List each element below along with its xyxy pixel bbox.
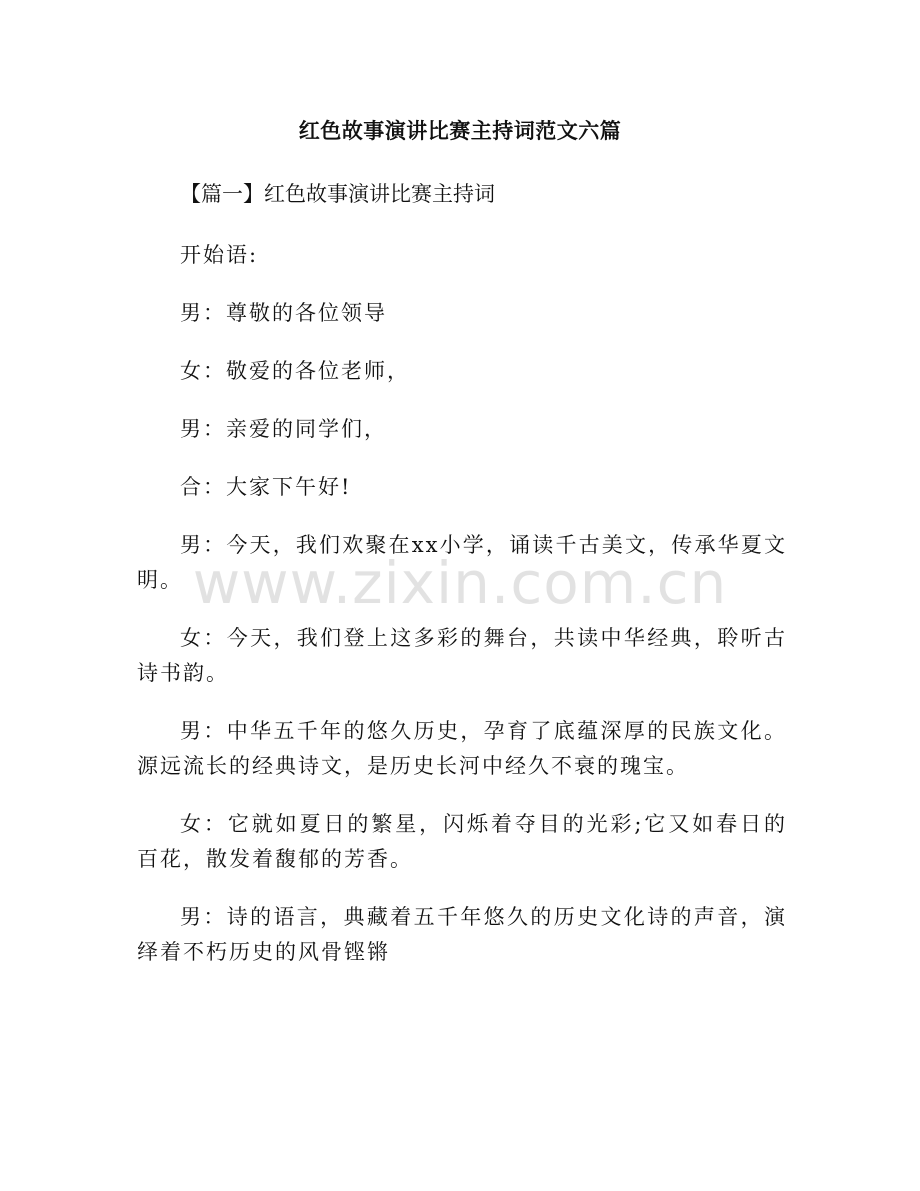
section-heading: 【篇一】红色故事演讲比赛主持词 — [180, 182, 495, 206]
document-title: 红色故事演讲比赛主持词范文六篇 — [298, 119, 622, 143]
watermark: www.zixin.com.cn — [192, 549, 728, 617]
paragraph-line: 男：亲爱的同学们， — [180, 417, 387, 441]
paragraph-line: 女：它就如夏日的繁星，闪烁着夺目的光彩;它又如春日的百花，散发着馥郁的芳香。 — [137, 812, 787, 871]
paragraph-line: 男：中华五千年的悠久历史，孕育了底蕴深厚的民族文化。源远流长的经典诗文，是历史长河中经久不衰的瑰宝。 — [137, 719, 787, 778]
paragraph-line: 男：今天，我们欢聚在xx小学，诵读千古美文，传承华夏文明。 — [137, 533, 787, 592]
paragraph-line: 女：今天，我们登上这多彩的舞台，共读中华经典，聆听古诗书韵。 — [137, 626, 787, 685]
paragraph-line: 男：尊敬的各位领导 — [180, 301, 387, 325]
paragraph-line: 女：敬爱的各位老师， — [180, 359, 410, 383]
document-body — [137, 238, 787, 993]
paragraph-line: 合：大家下午好! — [180, 475, 352, 499]
paragraph-line: 男：诗的语言，典藏着五千年悠久的历史文化诗的声音，演绎着不朽历史的风骨铿锵 — [137, 905, 787, 964]
paragraph-opening: 开始语: — [180, 243, 259, 267]
